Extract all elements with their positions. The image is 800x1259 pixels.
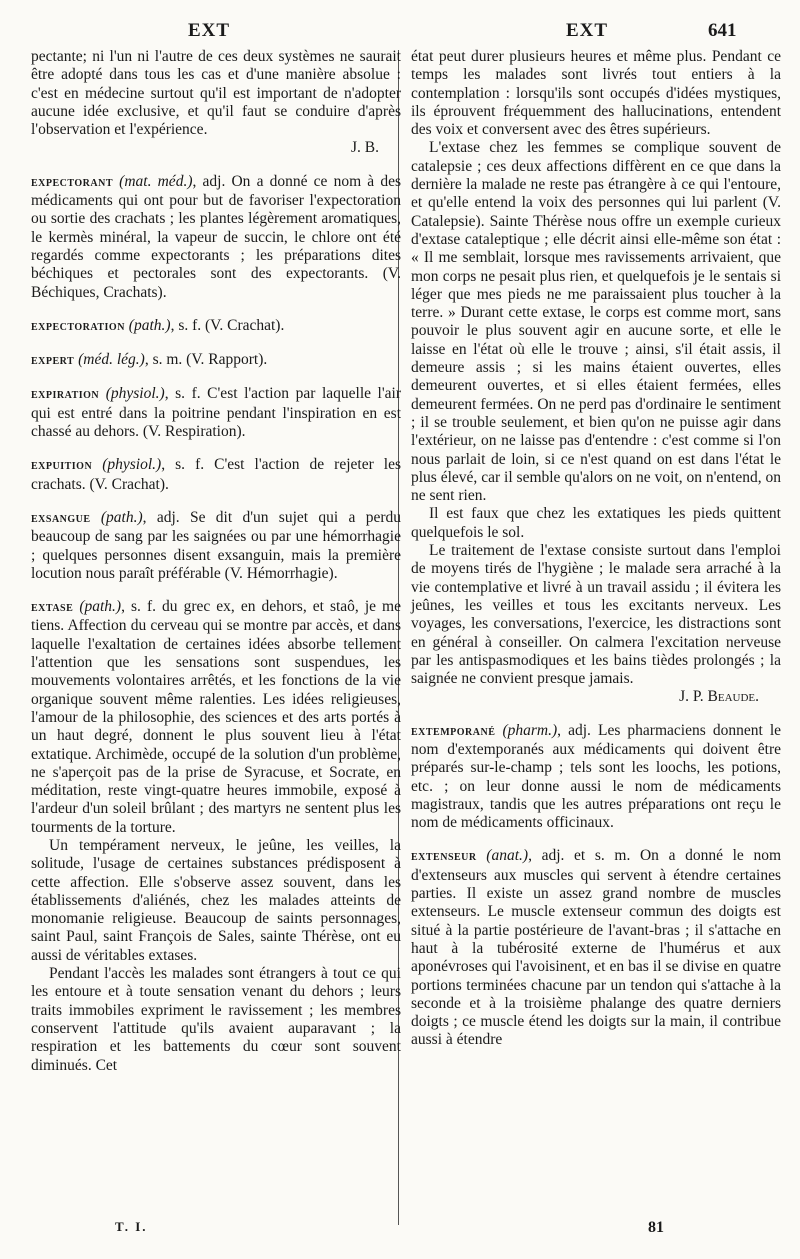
extase-paragraph-3: Pendant l'accès les malades sont étrangers à tout ce qui les entoure et à toute sensation venant du dehors ; leurs traits immobiles expriment le ravissement ; les membres conservent l'attitude qu'ils avaient auparavant ; la respiration et les battements du cœur sont souvent diminués. Cet — [31, 965, 401, 1074]
entry-expiration — [31, 385, 401, 441]
page-number: 641 — [708, 20, 737, 41]
entry-expectorant — [31, 173, 401, 302]
entry-extenseur — [411, 847, 781, 1049]
entry-extase — [31, 598, 401, 837]
entry-tag: (path.) — [79, 598, 122, 616]
extase-paragraph-4: état peut durer plusieurs heures et même plus. Pendant ce temps les malades sont livrés tout entiers à la contemplation : lorsqu'ils sont occupés d'idées mystiques, ils éprouvent fréquemment des hallucinations, entendent des voix et conversent avec des êtres supérieurs. — [411, 48, 781, 139]
headword: extemporané — [411, 723, 496, 739]
volume-mark: T. I. — [115, 1219, 148, 1234]
entry-text: , adj. Les pharmaciens donnent le nom d'extemporanés aux médicaments qui doivent être préparés sur-le-champ ; tels sont les loochs, les potions, etc. ; on leur donne aussi le nom de médicaments magistraux, tandis que les autres préparations ont reçu le nom de médicaments officinaux. — [411, 721, 782, 832]
extase-paragraph-6: Il est faux que chez les extatiques les pieds quittent quelquefois le sol. — [411, 505, 781, 541]
entry-tag: (path.) — [128, 316, 171, 334]
entry-expectoration — [31, 317, 401, 336]
entry-text: , s. m. (V. Rapport). — [144, 351, 268, 369]
entry-extemporane — [411, 722, 781, 833]
extase-paragraph-5: L'extase chez les femmes se complique souvent de catalepsie ; ces deux affections diffèrent en ce que dans la dernière la malade ne reste pas étrangère à ce qui l'entoure, et qu'elle entend la voix des personnes qui lui parlent (V. Catalepsie). Sainte Thérèse nous offre un exemple curieux d'extase cataleptique ; elle décrit ainsi elle-même son état : « Il me semblait, lorsque mes ravissements arrivaient, que mon corps ne pesait plus rien, et quelquefois je le sentais si léger que mes pieds ne me paraissaient plus toucher à la terre. » Durant cette extase, le corps est comme mort, sans pouvoir le plus souvent agir en aucune sorte, et elle le laisse en l'état où elle le trouve ; ainsi, s'il était assis, il demeure assis ; si les mains étaient ouvertes, elles demeurent ouvertes, et si elles étaient fermées, elles demeurent fermées. On ne perd pas d'ordinaire le sentiment ; il se trouble seulement, et bien qu'on ne puisse agir dans l'extérieur, on ne laisse pas d'entendre : c'est comme si l'on nous parlait de loin, si ce n'est quand on est dans l'état le plus élevé, car il semble qu'alors on ne voit, on n'entend, on ne sent rien. — [411, 139, 781, 505]
entry-text: , adj. Se dit d'un sujet qui a perdu beaucoup de sang par les saignées ou par une hémorrhagie ; quelques personnes disent exsanguin, mais la première locution nous paraît préférable (V. Hémorrhagie). — [31, 508, 401, 582]
headword: expiration — [31, 387, 100, 403]
signature-beaude: J. P. Beaude. — [679, 688, 759, 706]
right-column — [411, 48, 781, 1050]
entry-tag: (physiol.) — [102, 456, 162, 474]
headword: extenseur — [411, 849, 477, 865]
entry-expert — [31, 351, 401, 370]
signature-jb: J. B. — [351, 139, 379, 157]
entry-tag: (path.) — [100, 508, 143, 526]
signature-mark: 81 — [648, 1219, 664, 1236]
entry-tag: (physiol.) — [105, 385, 165, 403]
headword: expectorant — [31, 174, 113, 190]
entry-tag: (méd. lég.) — [78, 351, 145, 369]
entry-text: , s. f. C'est l'action par laquelle l'air qui est entré dans la poitrine pendant l'inspiration en est chassé au dehors. (V. Respiration). — [31, 385, 402, 441]
extase-paragraph-7: Le traitement de l'extase consiste surtout dans l'emploi de moyens tirés de l'hygiène ; le malade sera arraché à la vie contemplative et livré à un travail assidu ; il évitera les jeûnes, les veilles et tous les excitants nerveux. Les voyages, les conversations, l'exercice, les distractions sont en général à conseiller. On calmera l'excitation nerveuse par les antispasmodiques et les bains tièdes prolongés ; la saignée ne convient presque jamais. — [411, 542, 781, 688]
entry-text: , adj. et s. m. On a donné le nom d'extenseurs aux muscles qui servent à étendre certaines parties. Il existe un assez grand nombre de muscles extenseurs. Le muscle extenseur commun des doigts est situé à la partie postérieure de l'avant-bras ; il s'attache en haut à la tubérosité externe de l'humérus et aux aponévroses qui l'avoisinent, et en bas il se divise en quatre portions terminées chacune par un tendon qui s'attache à la seconde et à la troisième phalange des quatre derniers doigts ; ce muscle étend les doigts sur la main, il contribue aussi à étendre — [411, 847, 782, 1049]
entry-text: , s. f. C'est l'action de rejeter les crachats. (V. Crachat). — [31, 456, 402, 493]
entry-expuition — [31, 456, 401, 494]
headword: expert — [31, 353, 75, 369]
entry-tag: (anat.) — [486, 847, 529, 865]
running-head-left: EXT — [188, 20, 231, 41]
entry-tag: (pharm.) — [502, 721, 558, 739]
left-column — [31, 48, 401, 1075]
extase-paragraph-2: Un tempérament nerveux, le jeûne, les veilles, la solitude, l'usage de certaines substances prédisposent à cette affection. Elle s'observe assez souvent, dans les établissements d'aliénés, chez les malades atteints de monomanie religieuse. Beaucoup de saints personnages, saint Paul, saint François de Sales, sainte Thérèse, ont eu aussi de véritables extases. — [31, 836, 401, 964]
entry-tag: (mat. méd.) — [119, 172, 193, 190]
entry-text: , adj. On a donné ce nom à des médicaments qui ont pour but de favoriser l'expectoration ou sortie des crachats ; les plantes légèrement aromatiques, le kermès minéral, la vapeur de succin, le chlore ont été regardés comme expectorants ; les préparations dites béchiques et pectorales sont des expectorants. (V. Béchiques, Crachats). — [31, 172, 402, 301]
headword: extase — [31, 600, 74, 616]
entry-text: , s. f. (V. Crachat). — [170, 316, 285, 334]
headword: expuition — [31, 458, 93, 474]
continued-paragraph: pectante; ni l'un ni l'autre de ces deux systèmes ne saurait être adopté dans tous les cas et d'une manière absolue : c'est en médecine surtout qu'il est important de n'adopter aucune idée exclusive, et qu'il faut se conduire d'après l'observation et l'expérience. — [31, 48, 401, 139]
running-head-right: EXT — [566, 20, 609, 41]
entry-text: , s. f. du grec ex, en dehors, et staô, je me tiens. Affection du cerveau qui se montre par accès, et dans laquelle l'exaltation de certaines idées absorbe tellement l'attention que les sensations sont suspendues, les mouvements volontaires arrêtés, et les fonctions de la vie organique souvent même ralenties. Les idées religieuses, l'amour de la philosophie, des sciences et des arts portés à un haut degré, donnent le plus souvent lieu à l'état extatique. Archimède, occupé de la solution d'un problème, ne s'aperçoit pas de la prise de Syracuse, et Socrate, en méditation, reste vingt-quatre heures immobile, exposé à l'ardeur d'un soleil brûlant ; des martyrs ne sentent plus les tourments de la torture. — [31, 598, 401, 836]
entry-exsangue — [31, 509, 401, 583]
headword: exsangue — [31, 510, 91, 526]
headword: expectoration — [31, 318, 125, 334]
